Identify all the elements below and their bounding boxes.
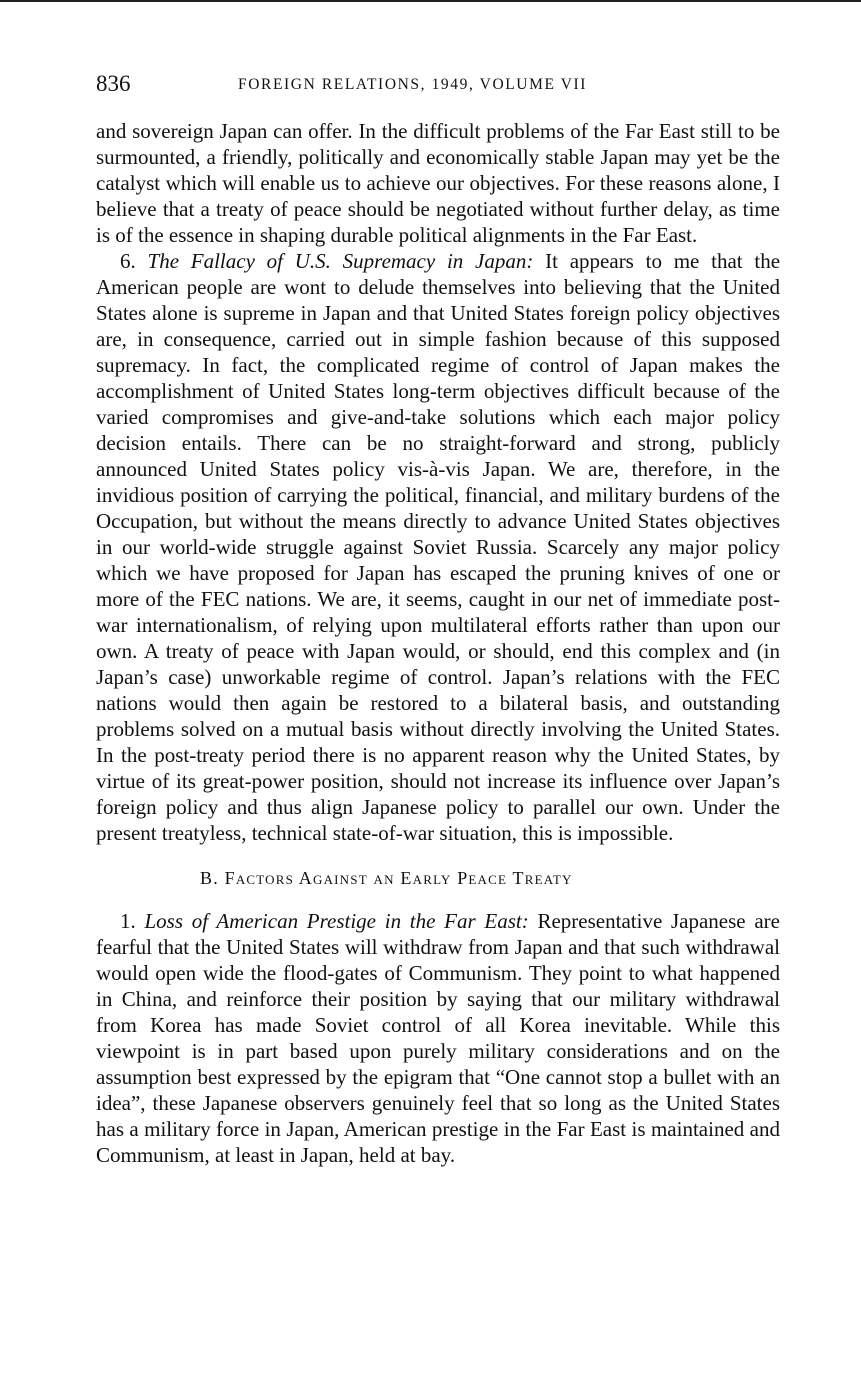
top-border-rule (0, 0, 861, 2)
paragraph-number: 1. (120, 909, 136, 933)
paragraph-text: Representative Japanese are fearful that the United States will withdraw from Japan and that such withdrawal would open wide the flood-gates of Communism. They point to what happened in China, and reinforce their position by saying that our military withdrawal from Korea has made Soviet control of all Korea inevitable. While this viewpoint is in part based upon purely military considerations and on the assumption best expressed by the epigram that “One cannot stop a bullet with an idea”, these Japanese observers genuinely feel that so long as the United States has a military force in Japan, American prestige in the Far East is maintained and Communism, at least in Japan, held at bay. (96, 909, 780, 1167)
page-number: 836 (96, 71, 131, 96)
document-page (96, 60, 780, 1168)
section-heading: B. Factors Against an Early Peace Treaty (200, 868, 573, 888)
running-head: FOREIGN RELATIONS, 1949, VOLUME VII (238, 76, 588, 93)
paragraph-number: 6. (120, 249, 136, 273)
document-body (96, 118, 780, 1168)
paragraph-loss-of-prestige (96, 908, 780, 1168)
paragraph-fallacy-us-supremacy (96, 248, 780, 846)
paragraph-continuation (96, 118, 780, 248)
paragraph-text: and sovereign Japan can offer. In the difficult problems of the Far East still to be surmounted, a friendly, politically and economically stable Japan may yet be the catalyst which will enable us to achieve our objectives. For these reasons alone, I believe that a treaty of peace should be negotiated without further delay, as time is of the essence in shaping durable political alignments in the Far East. (96, 119, 780, 247)
paragraph-title: Loss of American Prestige in the Far East: (144, 909, 529, 933)
paragraph-text: It appears to me that the American people are wont to delude themselves into believing that the United States alone is supreme in Japan and that United States foreign policy objectives are, in consequence, carried out in simple fashion because of this supposed supremacy. In fact, the complicated regime of control of Japan makes the accomplishment of United States long-term objectives difficult because of the varied compromises and give-and-take solutions which each major policy decision entails. There can be no straight-forward and strong, publicly announced United States policy vis-à-vis Japan. We are, therefore, in the invidious position of carrying the political, financial, and military burdens of the Occupation, but without the means directly to advance United States objectives in our world-wide struggle against Soviet Russia. Scarcely any major policy which we have proposed for Japan has escaped the pruning knives of one or more of the FEC nations. We are, it seems, caught in our net of immediate post-war internationalism, of relying upon multilateral efforts rather than upon our own. A treaty of peace with Japan would, or should, end this complex and (in Japan’s case) unworkable regime of control. Japan’s relations with the FEC nations would then again be restored to a bilateral basis, and outstanding problems solved on a mutual basis without directly involving the United States. In the post-treaty period there is no apparent reason why the United States, by virtue of its great-power position, should not increase its influence over Japan’s foreign policy and thus align Japanese policy to parallel our own. Under the present treatyless, technical state-of-war situation, this is impossible. (96, 249, 781, 845)
page-header (96, 60, 780, 100)
paragraph-title: The Fallacy of U.S. Supremacy in Japan: (147, 249, 534, 273)
